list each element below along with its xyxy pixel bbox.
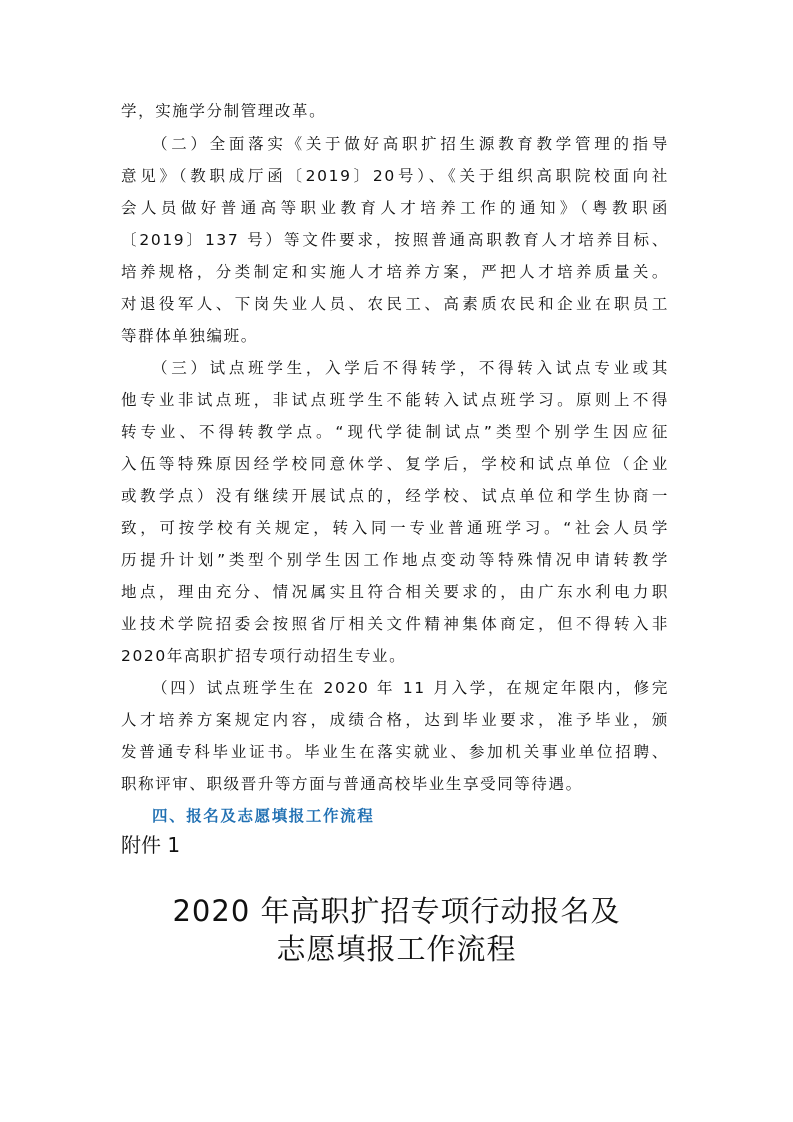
body-line: 职称评审、职级晋升等方面与普通高校毕业生享受同等待遇。 xyxy=(121,775,583,793)
body-line: 对退役军人、下岗失业人员、农民工、高素质农民和企业在职员工 xyxy=(121,295,669,313)
body-line: （三）试点班学生，入学后不得转学，不得转入试点专业或其 xyxy=(152,359,669,377)
body-line: 发普通专科毕业证书。毕业生在落实就业、参加机关事业单位招聘、 xyxy=(121,743,669,761)
body-line: 他专业非试点班，非试点班学生不能转入试点班学习。原则上不得 xyxy=(121,391,669,409)
body-line: 意见》（教职成厅函〔2019〕20号）、《关于组织高职院校面向社 xyxy=(121,167,669,185)
section-heading: 四、报名及志愿填报工作流程 xyxy=(152,807,375,825)
body-line: 会人员做好普通高等职业教育人才培养工作的通知》（粤教职函 xyxy=(121,199,669,217)
body-line: （二）全面落实《关于做好高职扩招生源教育教学管理的指导 xyxy=(152,135,669,153)
body-line: （四）试点班学生在 2020 年 11 月入学，在规定年限内，修完 xyxy=(152,679,669,697)
body-line: 地点，理由充分、情况属实且符合相关要求的，由广东水利电力职 xyxy=(121,583,669,601)
body-line: 2020年高职扩招专项行动招生专业。 xyxy=(121,647,407,665)
body-line: 或教学点）没有继续开展试点的，经学校、试点单位和学生协商一 xyxy=(121,487,669,505)
body-line: 转专业、不得转教学点。“现代学徒制试点”类型个别学生因应征 xyxy=(121,423,669,441)
body-line: 培养规格，分类制定和实施人才培养方案，严把人才培养质量关。 xyxy=(121,263,669,281)
body-line: 〔2019〕137 号）等文件要求，按照普通高职教育人才培养目标、 xyxy=(121,231,669,249)
document-title-line-2: 志愿填报工作流程 xyxy=(276,932,517,966)
body-line: 入伍等特殊原因经学校同意休学、复学后，学校和试点单位（企业 xyxy=(121,455,669,473)
body-line: 等群体单独编班。 xyxy=(121,327,258,345)
attachment-label: 附件 1 xyxy=(121,833,181,857)
document-title-line-1: 2020 年高职扩招专项行动报名及 xyxy=(172,894,621,928)
body-line: 人才培养方案规定内容，成绩合格，达到毕业要求，准予毕业，颁 xyxy=(121,711,669,729)
body-line: 历提升计划”类型个别学生因工作地点变动等特殊情况申请转教学 xyxy=(121,551,669,569)
body-line: 致，可按学校有关规定，转入同一专业普通班学习。“社会人员学 xyxy=(121,519,669,537)
body-line: 学，实施学分制管理改革。 xyxy=(121,102,327,120)
body-line: 业技术学院招委会按照省厅相关文件精神集体商定，但不得转入非 xyxy=(121,615,669,633)
